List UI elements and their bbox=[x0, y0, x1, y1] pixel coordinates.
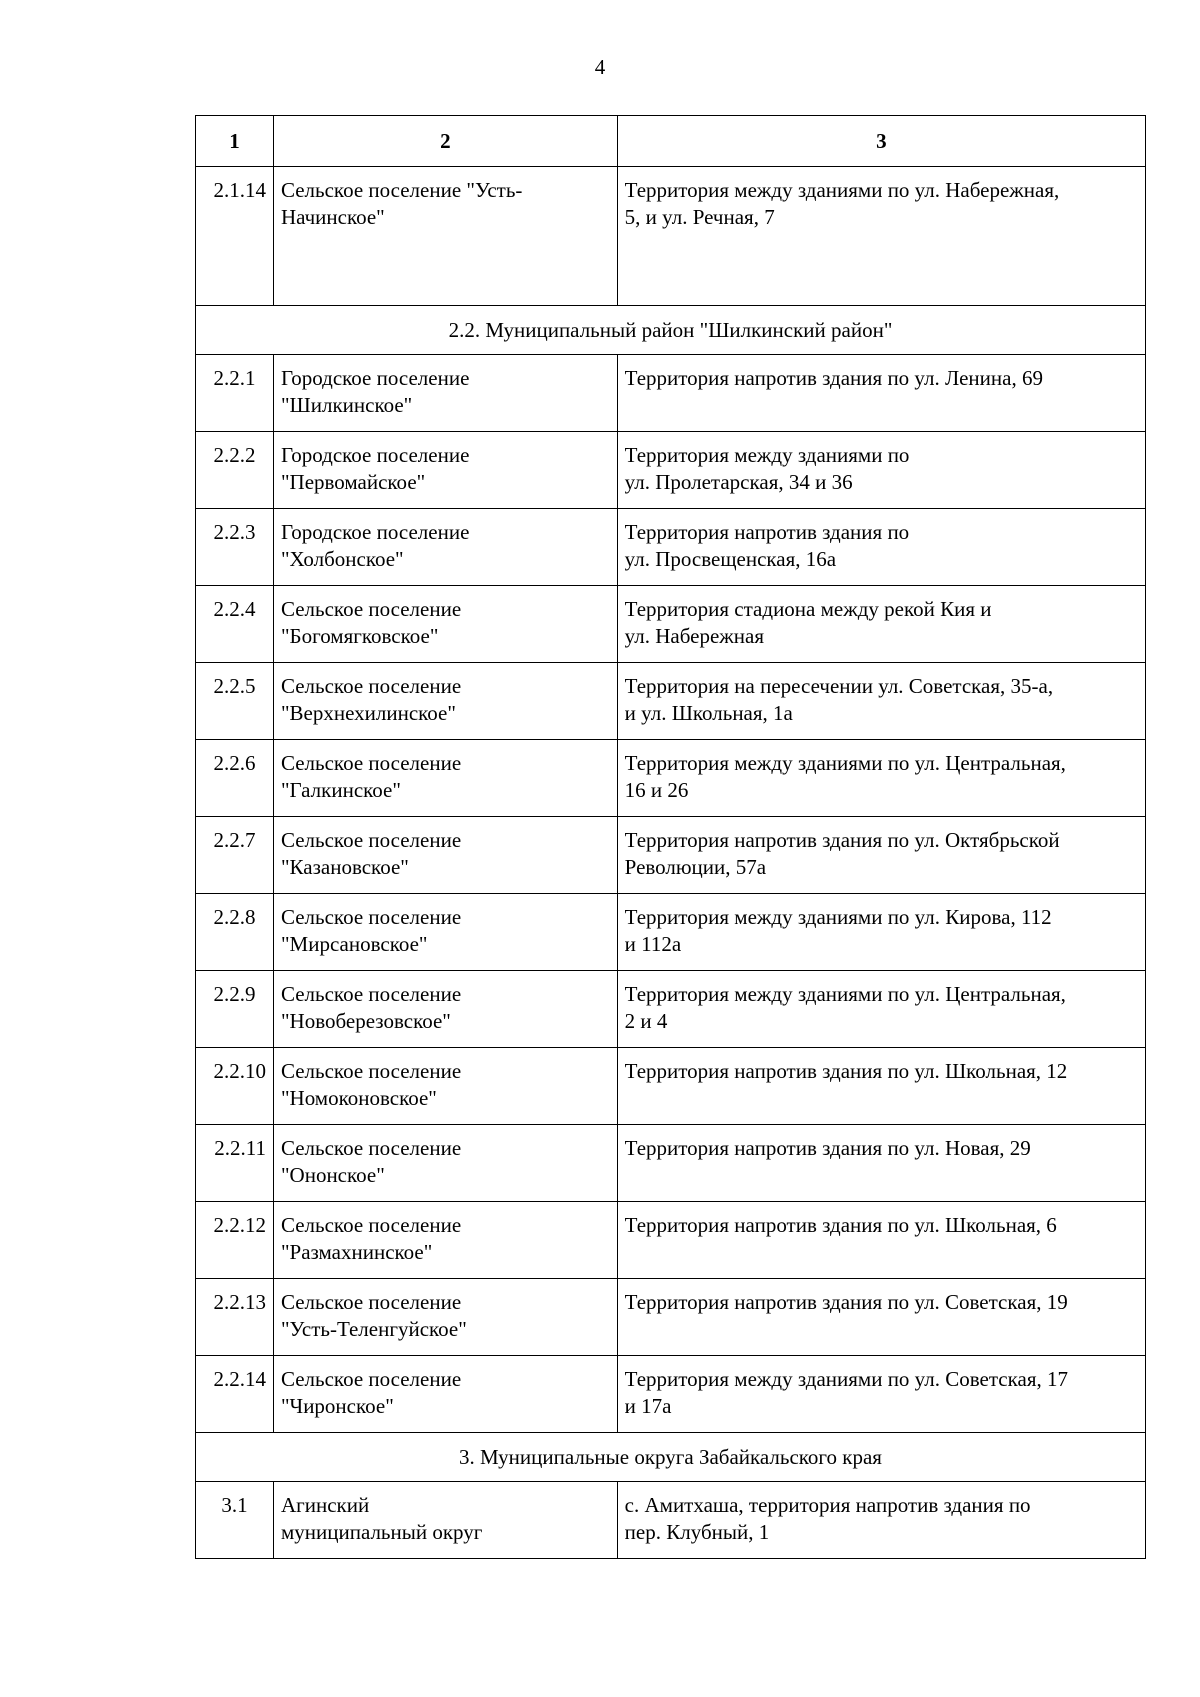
table-row bbox=[196, 663, 1146, 740]
row-number: 2.2.6 bbox=[196, 740, 274, 817]
table-row bbox=[196, 1202, 1146, 1279]
municipality-name: Сельское поселение "Казановское" bbox=[273, 817, 617, 894]
locations-table bbox=[195, 115, 1146, 1559]
section-title: 2.2. Муниципальный район "Шилкинский район" bbox=[196, 306, 1146, 355]
location-description: Территория между зданиями по ул. Набережная, 5, и ул. Речная, 7 bbox=[617, 167, 1145, 306]
municipality-name: Сельское поселение "Усть- Начинское" bbox=[273, 167, 617, 306]
row-number: 2.2.11 bbox=[196, 1125, 274, 1202]
row-number: 2.2.7 bbox=[196, 817, 274, 894]
column-header-3: 3 bbox=[617, 116, 1145, 167]
municipality-name: Сельское поселение "Усть-Теленгуйское" bbox=[273, 1279, 617, 1356]
municipality-name: Сельское поселение "Размахнинское" bbox=[273, 1202, 617, 1279]
row-number: 2.2.9 bbox=[196, 971, 274, 1048]
location-description: Территория между зданиями по ул. Советская, 17 и 17а bbox=[617, 1356, 1145, 1433]
municipality-name: Городское поселение "Шилкинское" bbox=[273, 355, 617, 432]
row-number: 2.1.14 bbox=[196, 167, 274, 306]
table-row bbox=[196, 509, 1146, 586]
row-number: 3.1 bbox=[196, 1482, 274, 1559]
location-description: с. Амитхаша, территория напротив здания по пер. Клубный, 1 bbox=[617, 1482, 1145, 1559]
location-description: Территория напротив здания по ул. Школьная, 12 bbox=[617, 1048, 1145, 1125]
table-row bbox=[196, 971, 1146, 1048]
location-description: Территория напротив здания по ул. Школьная, 6 bbox=[617, 1202, 1145, 1279]
table-header bbox=[196, 116, 1146, 167]
location-description: Территория на пересечении ул. Советская, 35-а, и ул. Школьная, 1а bbox=[617, 663, 1145, 740]
municipality-name: Городское поселение "Первомайское" bbox=[273, 432, 617, 509]
page-number: 4 bbox=[594, 55, 606, 79]
municipality-name: Сельское поселение "Галкинское" bbox=[273, 740, 617, 817]
table-body bbox=[196, 167, 1146, 1559]
row-number: 2.2.4 bbox=[196, 586, 274, 663]
column-header-1: 1 bbox=[196, 116, 274, 167]
municipality-name: Сельское поселение "Богомягковское" bbox=[273, 586, 617, 663]
municipality-name: Сельское поселение "Чиронское" bbox=[273, 1356, 617, 1433]
section-title: 3. Муниципальные округа Забайкальского края bbox=[196, 1433, 1146, 1482]
location-description: Территория напротив здания по ул. Новая, 29 bbox=[617, 1125, 1145, 1202]
municipality-name: Сельское поселение "Верхнехилинское" bbox=[273, 663, 617, 740]
row-number: 2.2.14 bbox=[196, 1356, 274, 1433]
table-row bbox=[196, 586, 1146, 663]
header-row bbox=[196, 116, 1146, 167]
table-row bbox=[196, 1125, 1146, 1202]
location-description: Территория стадиона между рекой Кия и ул. Набережная bbox=[617, 586, 1145, 663]
row-number: 2.2.1 bbox=[196, 355, 274, 432]
municipality-name: Сельское поселение "Мирсановское" bbox=[273, 894, 617, 971]
row-number: 2.2.5 bbox=[196, 663, 274, 740]
municipality-name: Сельское поселение "Новоберезовское" bbox=[273, 971, 617, 1048]
municipality-name: Сельское поселение "Ононское" bbox=[273, 1125, 617, 1202]
section-row bbox=[196, 1433, 1146, 1482]
municipality-name: Городское поселение "Холбонское" bbox=[273, 509, 617, 586]
municipality-name: Агинский муниципальный округ bbox=[273, 1482, 617, 1559]
row-number: 2.2.10 bbox=[196, 1048, 274, 1125]
table-row bbox=[196, 817, 1146, 894]
table-row bbox=[196, 432, 1146, 509]
column-header-2: 2 bbox=[273, 116, 617, 167]
table-row bbox=[196, 1048, 1146, 1125]
table-row bbox=[196, 894, 1146, 971]
location-description: Территория между зданиями по ул. Кирова, 112 и 112а bbox=[617, 894, 1145, 971]
table-row bbox=[196, 167, 1146, 306]
location-description: Территория между зданиями по ул. Центральная, 2 и 4 bbox=[617, 971, 1145, 1048]
row-number: 2.2.13 bbox=[196, 1279, 274, 1356]
location-description: Территория между зданиями по ул. Пролетарская, 34 и 36 bbox=[617, 432, 1145, 509]
section-row bbox=[196, 306, 1146, 355]
location-description: Территория напротив здания по ул. Ленина, 69 bbox=[617, 355, 1145, 432]
location-description: Территория напротив здания по ул. Октябрьской Революции, 57а bbox=[617, 817, 1145, 894]
row-number: 2.2.8 bbox=[196, 894, 274, 971]
location-description: Территория напротив здания по ул. Советская, 19 bbox=[617, 1279, 1145, 1356]
location-description: Территория напротив здания по ул. Просвещенская, 16а bbox=[617, 509, 1145, 586]
table-row bbox=[196, 1482, 1146, 1559]
row-number: 2.2.12 bbox=[196, 1202, 274, 1279]
table-row bbox=[196, 355, 1146, 432]
table-row bbox=[196, 740, 1146, 817]
row-number: 2.2.2 bbox=[196, 432, 274, 509]
municipality-name: Сельское поселение "Номоконовское" bbox=[273, 1048, 617, 1125]
row-number: 2.2.3 bbox=[196, 509, 274, 586]
location-description: Территория между зданиями по ул. Центральная, 16 и 26 bbox=[617, 740, 1145, 817]
table-row bbox=[196, 1279, 1146, 1356]
table-row bbox=[196, 1356, 1146, 1433]
